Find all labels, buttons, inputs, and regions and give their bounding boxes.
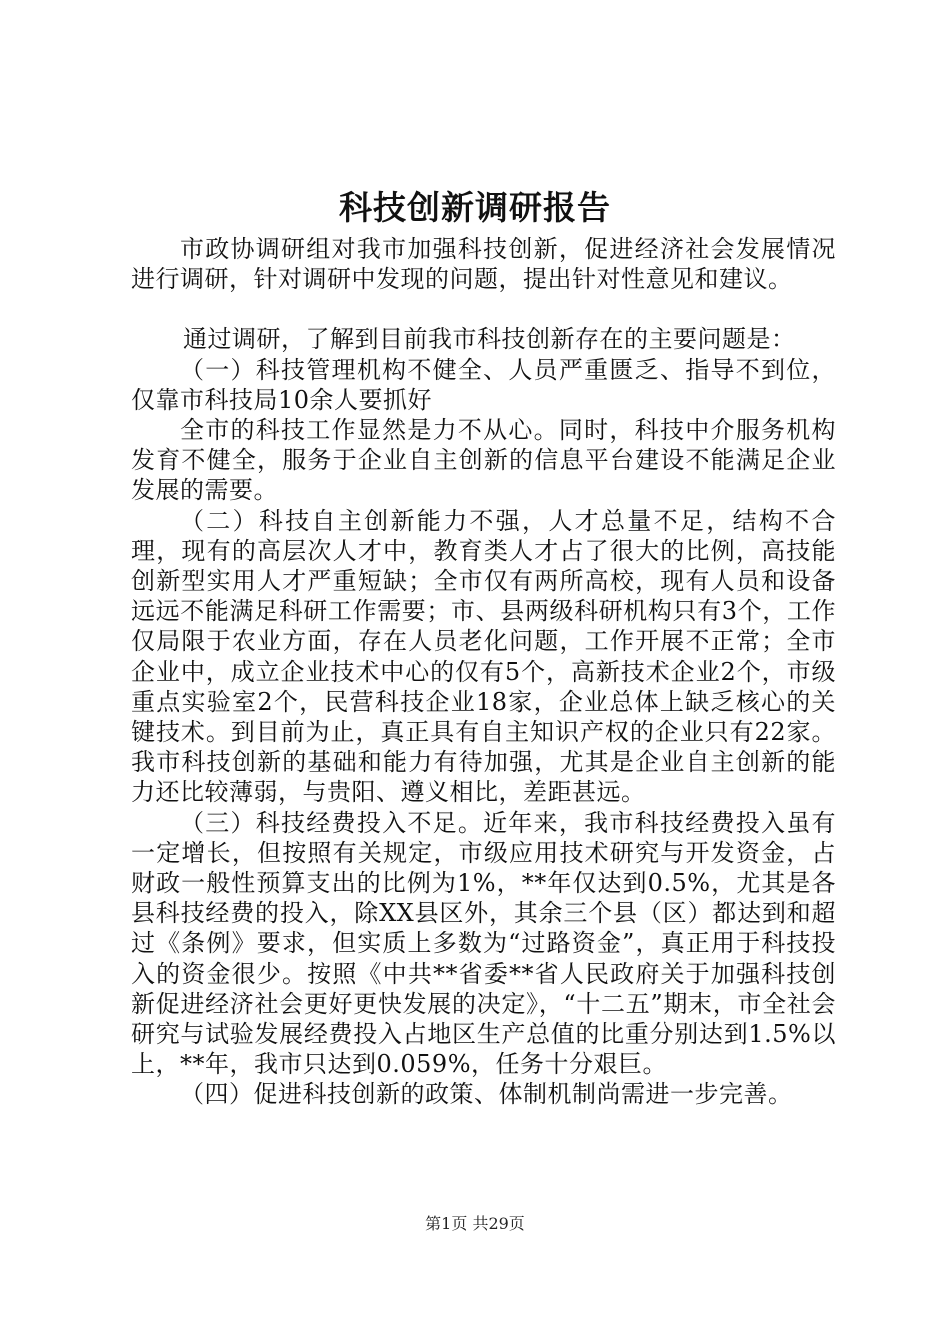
paragraph-problems-lead: 通过调研，了解到目前我市科技创新存在的主要问题是： — [183, 325, 796, 354]
document-body — [131, 234, 836, 1110]
paragraph-problem-3: （三）科技经费投入不足。近年来，我市科技经费投入虽有一定增长，但按照有关规定，市级应用技术研究与开发资金，占财政一般性预算支出的比例为1%，**年仅达到0.5%，尤其是各县科技经费的投入，除XX县区外，其余三个县（区）都达到和超过《条例》要求，但实质上多数为“过路资金”，真正用于科技投入的资金很少。按照《中共**省委**省人民政府关于加强科技创新促进经济社会更好更快发展的决定》，“十二五”期末，市全社会研究与试验发展经费投入占地区生产总值的比重分别达到1.5%以上，**年，我市只达到0.059%，任务十分艰巨。 — [131, 808, 836, 1079]
paragraph-problem-1-continued: 全市的科技工作显然是力不从心。同时，科技中介服务机构发育不健全，服务于企业自主创新的信息平台建设不能满足企业发展的需要。 — [131, 416, 836, 505]
paragraph-problem-4: （四）促进科技创新的政策、体制机制尚需进一步完善。 — [180, 1080, 793, 1109]
paragraph-intro: 市政协调研组对我市加强科技创新，促进经济社会发展情况进行调研，针对调研中发现的问题，提出针对性意见和建议。 — [131, 235, 836, 294]
paragraph-spacer — [131, 294, 836, 324]
page-number-footer: 第1页 共29页 — [425, 1214, 525, 1233]
paragraph-problem-1: （一）科技管理机构不健全、人员严重匮乏、指导不到位，仅靠市科技局10余人要抓好 — [131, 355, 836, 414]
document-title: 科技创新调研报告 — [339, 188, 611, 227]
paragraph-problem-2: （二）科技自主创新能力不强，人才总量不足，结构不合理，现有的高层次人才中，教育类人才占了很大的比例，高技能创新型实用人才严重短缺；全市仅有两所高校，现有人员和设备远远不能满足科研工作需要；市、县两级科研机构只有3个，工作仅局限于农业方面，存在人员老化问题，工作开展不正常；全市企业中，成立企业技术中心的仅有5个，高新技术企业2个，市级重点实验室2个，民营科技企业18家，企业总体上缺乏核心的关键技术。到目前为止，真正具有自主知识产权的企业只有22家。我市科技创新的基础和能力有待加强，尤其是企业自主创新的能力还比较薄弱，与贵阳、遵义相比，差距甚远。 — [131, 506, 836, 807]
